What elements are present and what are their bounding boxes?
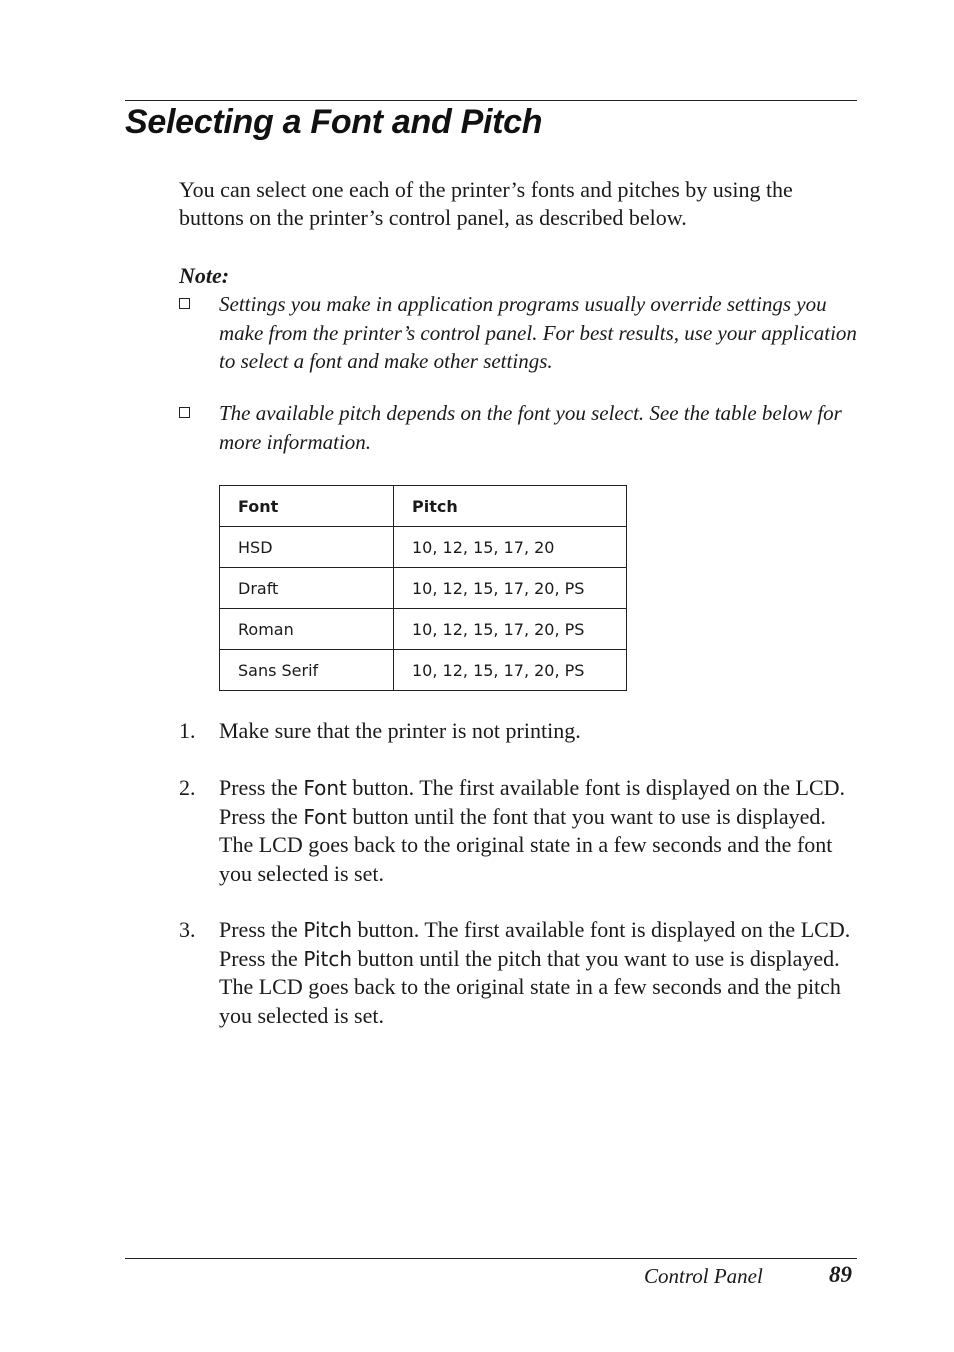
step-text-part: button. The first available font is displayed on the LCD. Press the: [219, 775, 846, 829]
table-cell-font: Draft: [220, 568, 394, 609]
note-item: [179, 399, 859, 456]
table-cell-pitch: 10, 12, 15, 17, 20, PS: [394, 568, 627, 609]
note-item-text: Settings you make in application programs usually override settings you make from the printer’s control panel. For best results, use your application to select a font and make other settings.: [219, 292, 857, 373]
checkbox-bullet-icon: [179, 407, 190, 418]
step-text: [219, 916, 857, 1030]
step-text-part: Press the: [219, 775, 304, 800]
footer-rule: [125, 1258, 857, 1259]
table-cell-pitch: 10, 12, 15, 17, 20: [394, 527, 627, 568]
step-item: [179, 916, 859, 1030]
font-button-name: Font: [303, 804, 347, 829]
step-text-part: Make sure that the printer is not printing.: [219, 718, 581, 743]
pitch-button-name: Pitch: [303, 946, 353, 971]
page-title: Selecting a Font and Pitch: [125, 103, 543, 141]
step-text-part: button until the font that you want to use is displayed. The LCD goes back to the original state in a few seconds and the font you selected is set.: [219, 803, 833, 886]
step-text-part: button. The first available font is displayed on the LCD. Press the: [219, 917, 851, 971]
note-item: [179, 290, 859, 376]
step-item: [179, 774, 859, 888]
page-number: 89: [829, 1262, 852, 1287]
intro-paragraph: You can select one each of the printer’s fonts and pitches by using the buttons on the printer’s control panel, as described below.: [179, 177, 793, 230]
checkbox-bullet-icon: [179, 298, 190, 309]
table-cell-font: Roman: [220, 609, 394, 650]
table-row: [220, 650, 627, 691]
step-text-part: Press the: [219, 917, 304, 942]
step-number: 3.: [179, 917, 196, 942]
table-header-row: [220, 486, 627, 527]
column-header-font: Font: [220, 486, 394, 527]
font-button-name: Font: [303, 776, 347, 800]
table-cell-font: HSD: [220, 527, 394, 568]
step-number: 1.: [179, 718, 196, 743]
step-text: [219, 774, 857, 888]
step-number: 2.: [179, 775, 196, 800]
table-row: [220, 568, 627, 609]
table-row: [220, 527, 627, 568]
table-cell-pitch: 10, 12, 15, 17, 20, PS: [394, 609, 627, 650]
step-text-part: button until the pitch that you want to use is displayed. The LCD goes back to the original state in a few seconds and the pitch you selected is set.: [219, 945, 841, 1028]
step-item: [179, 717, 859, 746]
note-item-text: The available pitch depends on the font you select. See the table below for more information.: [219, 401, 842, 454]
step-text: [219, 717, 857, 746]
column-header-pitch: Pitch: [394, 486, 627, 527]
table-cell-pitch: 10, 12, 15, 17, 20, PS: [394, 650, 627, 691]
table-cell-font: Sans Serif: [220, 650, 394, 691]
footer-section-title: Control Panel: [644, 1264, 763, 1288]
pitch-button-name: Pitch: [303, 918, 353, 942]
table-row: [220, 609, 627, 650]
font-pitch-table: [219, 485, 627, 691]
note-label: Note:: [179, 263, 230, 288]
